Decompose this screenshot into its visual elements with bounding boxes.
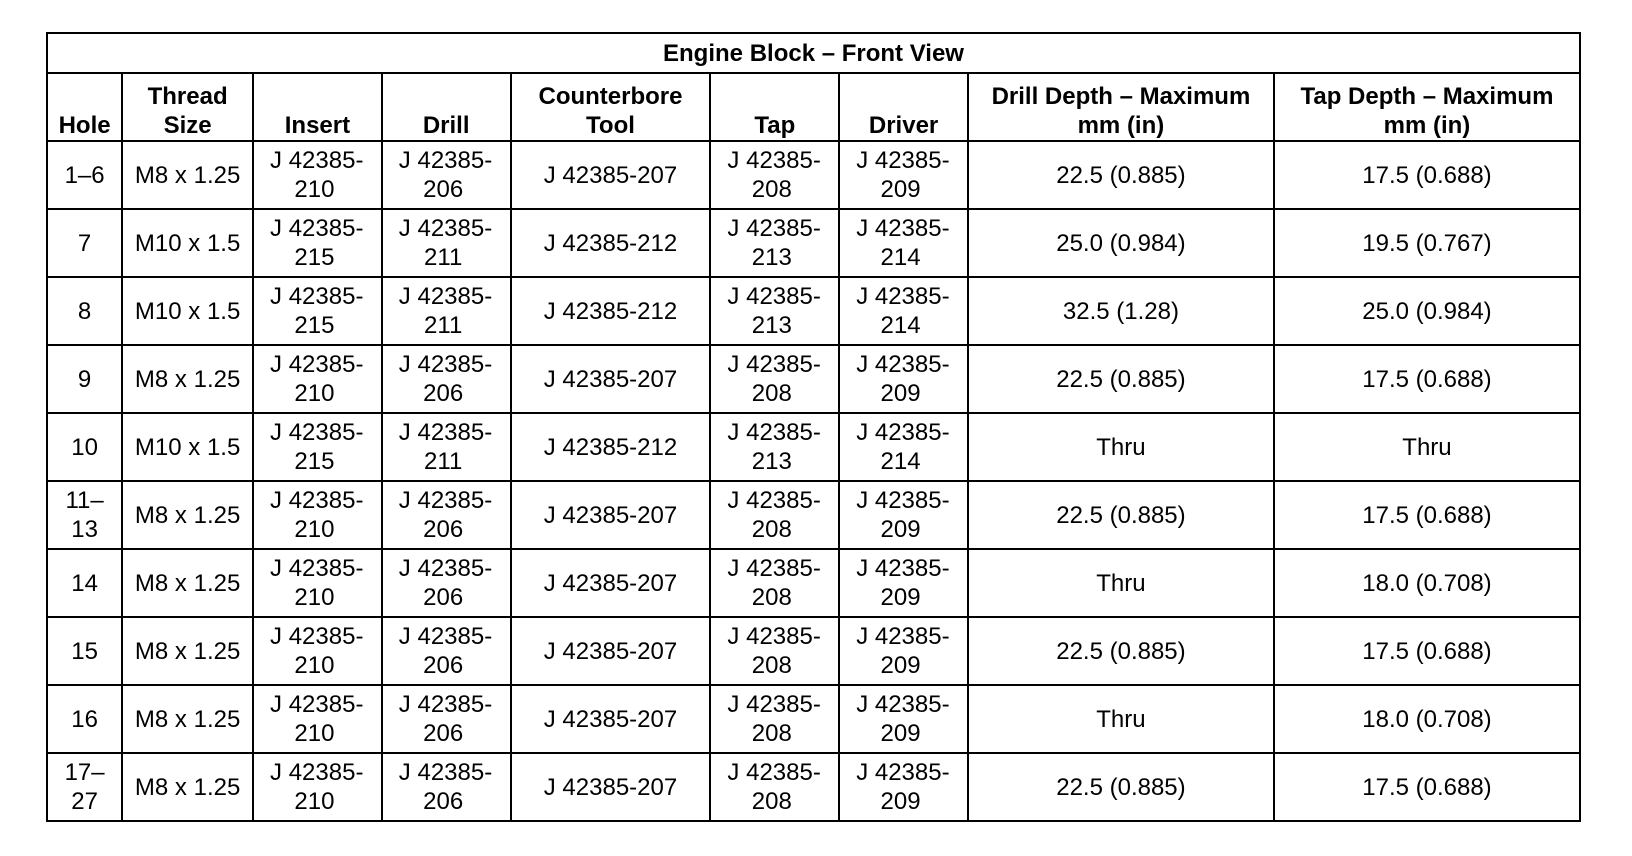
cell-driver bbox=[839, 753, 968, 821]
cell-drill-line: 206 bbox=[423, 380, 464, 407]
column-header-line: Tap bbox=[754, 112, 796, 139]
cell-drill-line: J 42385- bbox=[398, 283, 493, 310]
cell-driver bbox=[839, 413, 968, 481]
cell-tap bbox=[710, 413, 839, 481]
column-header-line: Counterbore bbox=[538, 83, 683, 110]
cell-thread-size: M10 x 1.5 bbox=[122, 209, 253, 277]
cell-hole-line: 13 bbox=[71, 516, 98, 543]
cell-counterbore-tool: J 42385-212 bbox=[511, 277, 711, 345]
cell-hole-line: 8 bbox=[77, 297, 92, 325]
table-row bbox=[47, 277, 1580, 345]
table-row bbox=[47, 345, 1580, 413]
cell-thread-size: M8 x 1.25 bbox=[122, 141, 253, 209]
cell-drill bbox=[382, 753, 511, 821]
cell-counterbore-tool: J 42385-207 bbox=[511, 345, 711, 413]
cell-insert bbox=[253, 549, 382, 617]
column-header-insert bbox=[253, 73, 382, 141]
cell-tap-line: J 42385- bbox=[727, 283, 821, 310]
column-header-line: Hole bbox=[58, 112, 111, 139]
cell-tap bbox=[710, 685, 839, 753]
column-header-line: Thread bbox=[147, 83, 228, 110]
cell-thread-size: M8 x 1.25 bbox=[122, 753, 253, 821]
cell-hole bbox=[47, 345, 122, 413]
column-header-thread-size bbox=[122, 73, 253, 141]
cell-tap-depth: 18.0 (0.708) bbox=[1274, 549, 1580, 617]
column-header-line: Insert bbox=[284, 112, 351, 139]
cell-insert-line: 210 bbox=[294, 720, 335, 747]
cell-insert bbox=[253, 209, 382, 277]
cell-driver-line: J 42385- bbox=[856, 555, 950, 582]
column-header-line: Tool bbox=[586, 112, 635, 139]
cell-driver-line: J 42385- bbox=[856, 759, 950, 786]
cell-tap-depth: Thru bbox=[1274, 413, 1580, 481]
cell-insert-line: 210 bbox=[294, 176, 335, 203]
cell-tap-line: J 42385- bbox=[727, 147, 821, 174]
cell-counterbore-tool: J 42385-207 bbox=[511, 141, 711, 209]
cell-drill-line: 206 bbox=[423, 652, 464, 679]
cell-thread-size: M8 x 1.25 bbox=[122, 685, 253, 753]
cell-hole bbox=[47, 617, 122, 685]
cell-drill-line: 211 bbox=[424, 244, 463, 271]
cell-insert-line: 210 bbox=[294, 652, 335, 679]
cell-drill bbox=[382, 481, 511, 549]
cell-insert-line: J 42385- bbox=[270, 623, 364, 650]
cell-insert bbox=[253, 345, 382, 413]
cell-insert-line: J 42385- bbox=[270, 215, 364, 242]
cell-insert-line: 215 bbox=[294, 244, 335, 271]
table-row bbox=[47, 141, 1580, 209]
cell-driver bbox=[839, 141, 968, 209]
cell-tap bbox=[710, 753, 839, 821]
cell-driver bbox=[839, 617, 968, 685]
cell-drill-line: J 42385- bbox=[398, 623, 493, 650]
cell-hole-line: 16 bbox=[71, 705, 98, 733]
cell-insert-line: 215 bbox=[294, 312, 335, 339]
cell-driver-line: 214 bbox=[880, 448, 921, 475]
cell-drill-line: J 42385- bbox=[398, 555, 493, 582]
cell-drill-line: J 42385- bbox=[398, 487, 493, 514]
cell-drill bbox=[382, 141, 511, 209]
cell-counterbore-tool: J 42385-207 bbox=[511, 481, 711, 549]
cell-drill-line: 211 bbox=[424, 312, 463, 339]
cell-drill bbox=[382, 209, 511, 277]
cell-hole-line: 7 bbox=[77, 229, 92, 257]
cell-insert-line: 210 bbox=[294, 380, 335, 407]
cell-tap-line: 208 bbox=[751, 380, 792, 407]
cell-insert-line: 215 bbox=[294, 448, 335, 475]
cell-drill-line: 206 bbox=[423, 720, 464, 747]
cell-drill-depth: 22.5 (0.885) bbox=[968, 345, 1274, 413]
cell-hole-line: 17– bbox=[64, 759, 105, 786]
column-header-line: Drill bbox=[422, 112, 470, 139]
cell-insert bbox=[253, 413, 382, 481]
cell-hole bbox=[47, 141, 122, 209]
cell-drill-line: J 42385- bbox=[398, 147, 493, 174]
cell-tap-line: J 42385- bbox=[727, 419, 821, 446]
cell-tap-line: J 42385- bbox=[727, 759, 821, 786]
column-header-line: Size bbox=[163, 112, 212, 139]
cell-tap-depth: 17.5 (0.688) bbox=[1274, 481, 1580, 549]
cell-drill bbox=[382, 685, 511, 753]
cell-driver-line: J 42385- bbox=[856, 283, 950, 310]
cell-insert bbox=[253, 141, 382, 209]
cell-driver bbox=[839, 209, 968, 277]
cell-driver-line: J 42385- bbox=[856, 215, 950, 242]
cell-tap-line: 213 bbox=[751, 448, 792, 475]
cell-tap-line: J 42385- bbox=[727, 691, 821, 718]
cell-insert-line: J 42385- bbox=[270, 555, 364, 582]
cell-tap-line: 213 bbox=[751, 244, 792, 271]
cell-counterbore-tool: J 42385-212 bbox=[511, 209, 711, 277]
column-header-drill bbox=[382, 73, 511, 141]
column-header-driver bbox=[839, 73, 968, 141]
cell-driver bbox=[839, 549, 968, 617]
cell-insert-line: J 42385- bbox=[270, 691, 364, 718]
cell-tap bbox=[710, 617, 839, 685]
table-row bbox=[47, 209, 1580, 277]
cell-insert-line: 210 bbox=[294, 516, 335, 543]
engine-block-table bbox=[46, 32, 1581, 822]
cell-tap-depth: 18.0 (0.708) bbox=[1274, 685, 1580, 753]
cell-drill bbox=[382, 617, 511, 685]
cell-hole bbox=[47, 277, 122, 345]
cell-driver-line: 209 bbox=[880, 516, 921, 543]
cell-tap-depth: 17.5 (0.688) bbox=[1274, 617, 1580, 685]
table-row bbox=[47, 753, 1580, 821]
cell-drill-line: 211 bbox=[424, 448, 463, 475]
cell-insert bbox=[253, 617, 382, 685]
cell-thread-size: M10 x 1.5 bbox=[122, 277, 253, 345]
cell-tap bbox=[710, 481, 839, 549]
column-header-line: Tap Depth – Maximum bbox=[1300, 83, 1554, 110]
cell-driver-line: J 42385- bbox=[856, 487, 950, 514]
cell-hole-line: 10 bbox=[71, 433, 98, 461]
cell-tap-line: J 42385- bbox=[727, 215, 821, 242]
table-row bbox=[47, 685, 1580, 753]
cell-drill-depth: 22.5 (0.885) bbox=[968, 481, 1274, 549]
table-row bbox=[47, 617, 1580, 685]
cell-driver-line: 214 bbox=[880, 244, 921, 271]
cell-thread-size: M10 x 1.5 bbox=[122, 413, 253, 481]
column-header-counterbore-tool bbox=[511, 73, 711, 141]
cell-tap-line: 208 bbox=[751, 788, 792, 815]
cell-tap-depth: 17.5 (0.688) bbox=[1274, 753, 1580, 821]
cell-drill-depth: Thru bbox=[968, 549, 1274, 617]
cell-drill-depth: 25.0 (0.984) bbox=[968, 209, 1274, 277]
cell-tap bbox=[710, 549, 839, 617]
cell-drill-depth: 22.5 (0.885) bbox=[968, 617, 1274, 685]
cell-driver-line: 209 bbox=[880, 788, 921, 815]
cell-driver-line: 209 bbox=[880, 176, 921, 203]
cell-drill bbox=[382, 413, 511, 481]
cell-hole-line: 9 bbox=[77, 365, 92, 393]
cell-hole bbox=[47, 209, 122, 277]
cell-hole-line: 11– bbox=[65, 487, 104, 514]
table-row bbox=[47, 413, 1580, 481]
column-header-drill-depth bbox=[968, 73, 1274, 141]
cell-driver-line: 214 bbox=[880, 312, 921, 339]
cell-insert-line: J 42385- bbox=[270, 487, 364, 514]
cell-drill-line: J 42385- bbox=[398, 759, 493, 786]
cell-counterbore-tool: J 42385-207 bbox=[511, 617, 711, 685]
cell-tap-line: 213 bbox=[751, 312, 792, 339]
cell-driver bbox=[839, 685, 968, 753]
cell-tap bbox=[710, 141, 839, 209]
cell-tap-line: J 42385- bbox=[727, 487, 821, 514]
cell-driver-line: 209 bbox=[880, 380, 921, 407]
cell-tap-depth: 17.5 (0.688) bbox=[1274, 141, 1580, 209]
cell-hole-line: 14 bbox=[71, 569, 98, 597]
cell-driver bbox=[839, 277, 968, 345]
cell-drill bbox=[382, 549, 511, 617]
cell-thread-size: M8 x 1.25 bbox=[122, 345, 253, 413]
cell-thread-size: M8 x 1.25 bbox=[122, 481, 253, 549]
cell-tap-line: J 42385- bbox=[727, 555, 821, 582]
cell-drill-line: 206 bbox=[423, 584, 464, 611]
cell-counterbore-tool: J 42385-212 bbox=[511, 413, 711, 481]
cell-driver-line: J 42385- bbox=[856, 419, 950, 446]
column-header-line: Drill Depth – Maximum bbox=[991, 83, 1251, 110]
cell-driver-line: J 42385- bbox=[856, 147, 950, 174]
cell-insert-line: 210 bbox=[294, 584, 335, 611]
cell-insert-line: J 42385- bbox=[270, 759, 364, 786]
cell-drill-depth: 22.5 (0.885) bbox=[968, 753, 1274, 821]
cell-tap-line: 208 bbox=[751, 176, 792, 203]
cell-drill-line: J 42385- bbox=[398, 351, 493, 378]
cell-hole bbox=[47, 685, 122, 753]
cell-insert-line: 210 bbox=[294, 788, 335, 815]
cell-tap-line: 208 bbox=[751, 652, 792, 679]
cell-hole-line: 1–6 bbox=[64, 161, 105, 189]
table-title: Engine Block – Front View bbox=[47, 33, 1580, 73]
cell-insert bbox=[253, 481, 382, 549]
cell-driver-line: J 42385- bbox=[856, 691, 950, 718]
cell-tap bbox=[710, 277, 839, 345]
cell-drill-line: J 42385- bbox=[398, 419, 493, 446]
cell-driver-line: 209 bbox=[880, 584, 921, 611]
cell-drill bbox=[382, 345, 511, 413]
table-row bbox=[47, 481, 1580, 549]
cell-drill-line: 206 bbox=[423, 788, 464, 815]
cell-drill-line: J 42385- bbox=[398, 691, 493, 718]
column-header-line: Driver bbox=[868, 112, 939, 139]
cell-driver-line: 209 bbox=[880, 652, 921, 679]
cell-drill-line: 206 bbox=[423, 516, 464, 543]
cell-insert bbox=[253, 753, 382, 821]
cell-tap-depth: 25.0 (0.984) bbox=[1274, 277, 1580, 345]
cell-driver-line: 209 bbox=[880, 720, 921, 747]
cell-thread-size: M8 x 1.25 bbox=[122, 549, 253, 617]
column-header-tap-depth bbox=[1274, 73, 1580, 141]
cell-counterbore-tool: J 42385-207 bbox=[511, 753, 711, 821]
cell-tap-line: 208 bbox=[751, 516, 792, 543]
cell-insert bbox=[253, 685, 382, 753]
cell-insert-line: J 42385- bbox=[270, 147, 364, 174]
column-header-line: mm (in) bbox=[1383, 112, 1471, 139]
cell-drill-line: J 42385- bbox=[398, 215, 493, 242]
table-body bbox=[47, 141, 1580, 821]
cell-hole bbox=[47, 549, 122, 617]
cell-hole bbox=[47, 481, 122, 549]
cell-insert-line: J 42385- bbox=[270, 419, 364, 446]
cell-hole bbox=[47, 413, 122, 481]
cell-tap-line: J 42385- bbox=[727, 623, 821, 650]
cell-counterbore-tool: J 42385-207 bbox=[511, 685, 711, 753]
column-header-hole bbox=[47, 73, 122, 141]
cell-insert bbox=[253, 277, 382, 345]
column-header-tap bbox=[710, 73, 839, 141]
cell-drill-line: 206 bbox=[423, 176, 464, 203]
column-header-row bbox=[47, 73, 1580, 141]
cell-insert-line: J 42385- bbox=[270, 283, 364, 310]
cell-drill-depth: Thru bbox=[968, 685, 1274, 753]
cell-drill-depth: Thru bbox=[968, 413, 1274, 481]
cell-thread-size: M8 x 1.25 bbox=[122, 617, 253, 685]
cell-counterbore-tool: J 42385-207 bbox=[511, 549, 711, 617]
column-header-line: mm (in) bbox=[1077, 112, 1165, 139]
cell-driver-line: J 42385- bbox=[856, 351, 950, 378]
table-row bbox=[47, 549, 1580, 617]
cell-driver bbox=[839, 345, 968, 413]
cell-driver bbox=[839, 481, 968, 549]
cell-tap-line: 208 bbox=[751, 720, 792, 747]
cell-hole-line: 27 bbox=[71, 788, 98, 815]
cell-tap-depth: 17.5 (0.688) bbox=[1274, 345, 1580, 413]
cell-driver-line: J 42385- bbox=[856, 623, 950, 650]
cell-hole-line: 15 bbox=[71, 637, 98, 665]
cell-tap-depth: 19.5 (0.767) bbox=[1274, 209, 1580, 277]
cell-insert-line: J 42385- bbox=[270, 351, 364, 378]
cell-drill-depth: 22.5 (0.885) bbox=[968, 141, 1274, 209]
cell-tap bbox=[710, 345, 839, 413]
cell-tap bbox=[710, 209, 839, 277]
cell-drill bbox=[382, 277, 511, 345]
cell-hole bbox=[47, 753, 122, 821]
cell-tap-line: J 42385- bbox=[727, 351, 821, 378]
cell-tap-line: 208 bbox=[751, 584, 792, 611]
cell-drill-depth: 32.5 (1.28) bbox=[968, 277, 1274, 345]
